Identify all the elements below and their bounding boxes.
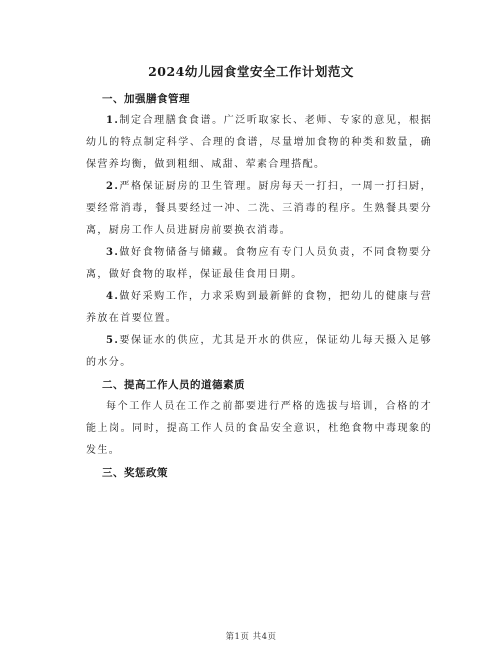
paragraph	[86, 396, 432, 462]
item-number: 1.	[106, 115, 120, 126]
page-footer: 第1页 共4页	[225, 632, 277, 642]
item-number: 2.	[106, 181, 120, 192]
paragraph	[86, 330, 432, 374]
paragraph-text: 制定合理膳食食谱。广泛听取家长、老师、专家的意见，根据幼儿的特点制定科学、合理的食谱，尽量增加食物的种类和数量，确保营养均衡，做到粗细、咸甜、荤素合理搭配。	[86, 115, 432, 170]
paragraph-text: 每个工作人员在工作之前都要进行严格的选拔与培训，合格的才能上岗。同时，提高工作人员的食品安全意识，杜绝食物中毒现象的发生。	[86, 401, 432, 456]
item-number: 3.	[106, 247, 120, 258]
paragraph-text: 做好采购工作，力求采购到最新鲜的食物，把幼儿的健康与营养放在首要位置。	[86, 291, 432, 324]
section-heading: 三、奖惩政策	[102, 467, 168, 479]
paragraph	[86, 110, 432, 176]
paragraph-text: 要保证水的供应，尤其是开水的供应，保证幼儿每天摄入足够的水分。	[86, 335, 432, 368]
section-heading: 一、加强膳食管理	[102, 93, 190, 105]
item-number: 4.	[106, 291, 120, 302]
paragraph	[86, 242, 432, 286]
paragraph	[86, 176, 432, 242]
document-body	[86, 88, 432, 484]
paragraph	[86, 286, 432, 330]
paragraph-text: 严格保证厨房的卫生管理。厨房每天一打扫，一周一打扫厨，要经常消毒，餐具要经过一冲、二洗、三消毒的程序。生熟餐具要分离，厨房工作人员进厨房前要换衣消毒。	[86, 181, 432, 236]
item-number: 5.	[106, 335, 120, 346]
section-heading: 二、提高工作人员的道德素质	[102, 379, 245, 391]
paragraph-text: 做好食物储备与储藏。食物应有专门人员负责，不同食物要分离，做好食物的取样，保证最佳食用日期。	[86, 247, 432, 280]
document-title: 2024幼儿园食堂安全工作计划范文	[148, 64, 354, 79]
